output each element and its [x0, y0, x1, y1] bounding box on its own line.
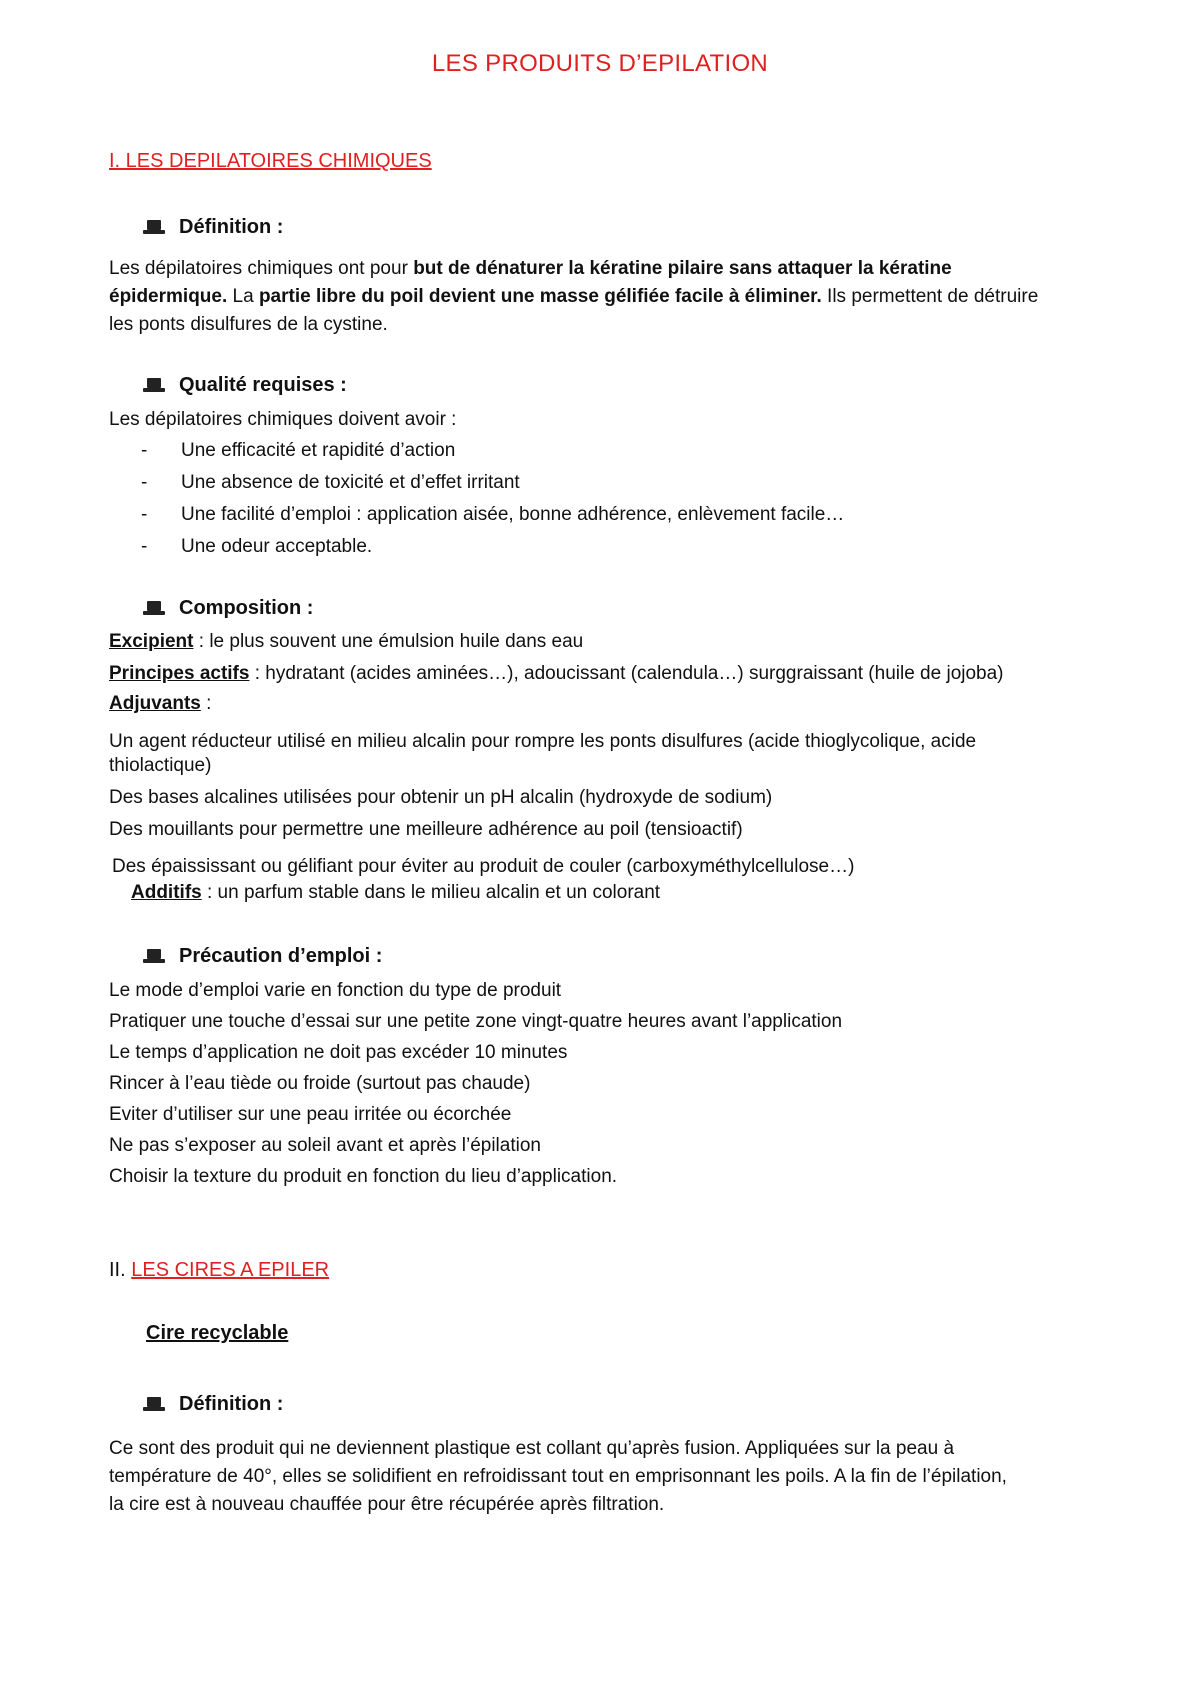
precaution-item: Choisir la texture du produit en fonction du lieu d’application. [109, 1166, 618, 1187]
adjuvants-label: Adjuvants [109, 693, 201, 714]
definition-text-2c: partie libre du poil devient une masse gélifiée facile à éliminer. [258, 286, 822, 307]
definition-2-heading-label: Définition : [179, 1393, 284, 1415]
definition-line-1 [109, 257, 952, 281]
bases-line: Des bases alcalines utilisées pour obtenir un pH alcalin (hydroxyde de sodium) [109, 787, 773, 808]
composition-heading [143, 597, 313, 620]
precaution-item: Le temps d’application ne doit pas excéder 10 minutes [109, 1042, 568, 1063]
list-item [109, 471, 520, 495]
qualites-heading [143, 374, 347, 397]
cire-recyclable-subtitle: Cire recyclable [146, 1322, 289, 1344]
composition-heading-label: Composition : [179, 597, 314, 619]
document-title: LES PRODUITS D’EPILATION [431, 50, 769, 77]
definition-heading-label: Définition : [179, 216, 284, 238]
qualites-intro: Les dépilatoires chimiques doivent avoir : [109, 409, 457, 430]
precaution-item: Pratiquer une touche d’essai sur une petite zone vingt-quatre heures avant l’application [109, 1011, 843, 1032]
list-item-text: Une efficacité et rapidité d’action [181, 440, 456, 461]
precaution-heading [143, 945, 382, 968]
list-item [109, 439, 455, 463]
list-item [109, 535, 372, 559]
book-bullet-icon [143, 220, 165, 236]
list-dash: - [141, 440, 148, 461]
section-1-title: I. LES DEPILATOIRES CHIMIQUES [109, 150, 432, 172]
list-dash: - [141, 504, 148, 525]
mouillants-line: Des mouillants pour permettre une meilleure adhérence au poil (tensioactif) [109, 819, 743, 840]
definition-2-line: Ce sont des produit qui ne deviennent plastique est collant qu’après fusion. Appliquées sur la peau à [109, 1438, 955, 1459]
principes-label: Principes actifs [109, 663, 250, 684]
epaississant-line: Des épaississant ou gélifiant pour éviter au produit de couler (carboxyméthylcellulose…) [112, 856, 855, 877]
book-bullet-icon [143, 601, 165, 617]
additifs-text: : un parfum stable dans le milieu alcalin et un colorant [201, 882, 661, 903]
agent-line-2: thiolactique) [109, 755, 212, 776]
list-dash: - [141, 472, 148, 493]
definition-line-3: les ponts disulfures de la cystine. [109, 314, 388, 335]
precaution-item: Le mode d’emploi varie en fonction du type de produit [109, 980, 562, 1001]
definition-text-2d: Ils permettent de détruire [821, 286, 1039, 307]
adjuvants-line [109, 692, 211, 716]
additifs-label: Additifs [131, 882, 202, 903]
list-item-text: Une facilité d’emploi : application aisée, bonne adhérence, enlèvement facile… [181, 504, 845, 525]
book-bullet-icon [143, 949, 165, 965]
definition-text-1b: but de dénaturer la kératine pilaire sans attaquer la kératine [413, 258, 952, 279]
agent-line-1: Un agent réducteur utilisé en milieu alcalin pour rompre les ponts disulfures (acide thioglycolique, acide [109, 731, 977, 752]
section-2-title [109, 1259, 329, 1282]
excipient-text: : le plus souvent une émulsion huile dans eau [193, 631, 584, 652]
list-item-text: Une absence de toxicité et d’effet irritant [181, 472, 520, 493]
principes-line [109, 662, 1004, 686]
list-item [109, 503, 844, 527]
precaution-heading-label: Précaution d’emploi : [179, 945, 383, 967]
definition-2-line: température de 40°, elles se solidifient en refroidissant tout en emprisonnant les poils. A la fin de l’épilation, [109, 1466, 1007, 1487]
adjuvants-text: : [200, 693, 212, 714]
definition-text-1a: Les dépilatoires chimiques ont pour [109, 258, 414, 279]
definition-2-heading [143, 1393, 283, 1416]
precaution-item: Eviter d’utiliser sur une peau irritée ou écorchée [109, 1104, 512, 1125]
book-bullet-icon [143, 1397, 165, 1413]
definition-2-line: la cire est à nouveau chauffée pour être récupérée après filtration. [109, 1494, 665, 1515]
definition-heading [143, 216, 283, 239]
principes-text: : hydratant (acides aminées…), adoucissant (calendula…) surggraissant (huile de jojoba) [249, 663, 1004, 684]
book-bullet-icon [143, 378, 165, 394]
excipient-label: Excipient [109, 631, 194, 652]
definition-line-2 [109, 285, 1038, 309]
precaution-item: Rincer à l’eau tiède ou froide (surtout pas chaude) [109, 1073, 531, 1094]
qualites-heading-label: Qualité requises : [179, 374, 347, 396]
definition-text-2b: La [227, 286, 259, 307]
precaution-item: Ne pas s’exposer au soleil avant et après l’épilation [109, 1135, 541, 1156]
section-2-label: LES CIRES A EPILER [131, 1259, 330, 1281]
section-2-number: II. [109, 1259, 126, 1281]
excipient-line [109, 630, 583, 654]
additifs-line [131, 881, 660, 905]
definition-text-2a: épidermique. [109, 286, 228, 307]
list-item-text: Une odeur acceptable. [181, 536, 373, 557]
list-dash: - [141, 536, 148, 557]
